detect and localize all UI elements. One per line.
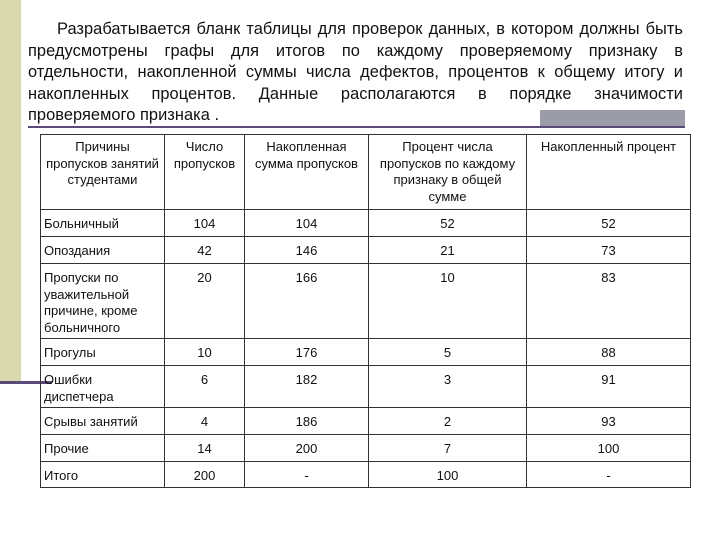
divider-rule [28, 126, 685, 128]
table-row [41, 237, 691, 264]
total-label-cell: Итого [41, 462, 165, 488]
cause-cell: Пропуски по уважительной причине, кроме больничного [41, 264, 165, 339]
total-count-cell: 200 [165, 462, 245, 488]
cumulative-sum-cell: 186 [245, 408, 369, 435]
total-cumulative-percent-cell: - [527, 462, 691, 488]
cumulative-sum-cell: 146 [245, 237, 369, 264]
count-cell: 10 [165, 339, 245, 366]
cumulative-sum-cell: 176 [245, 339, 369, 366]
cause-cell: Ошибки диспетчера [41, 366, 165, 408]
data-table [40, 134, 691, 488]
cumulative-percent-cell: 91 [527, 366, 691, 408]
table-row [41, 408, 691, 435]
count-cell: 104 [165, 210, 245, 237]
cumulative-percent-cell: 93 [527, 408, 691, 435]
table-row [41, 339, 691, 366]
percent-cell: 52 [369, 210, 527, 237]
count-cell: 20 [165, 264, 245, 339]
count-cell: 4 [165, 408, 245, 435]
header-percent: Процент числа пропусков по каждому признаку в общей сумме [369, 135, 527, 210]
percent-cell: 5 [369, 339, 527, 366]
cause-cell: Больничный [41, 210, 165, 237]
table-row [41, 435, 691, 462]
total-cumulative-sum-cell: - [245, 462, 369, 488]
cumulative-percent-cell: 100 [527, 435, 691, 462]
table-row [41, 264, 691, 339]
cumulative-percent-cell: 52 [527, 210, 691, 237]
header-cumulative-sum: Накопленная сумма пропусков [245, 135, 369, 210]
intro-paragraph: Разрабатывается бланк таблицы для проверок данных, в котором должны быть предусмотрены графы для итогов по каждому проверяемому признаку в отдельности, накопленной суммы числа дефектов, процентов к общему итогу и накопленных процентов. Данные располагаются в порядке значимости проверяемого признака . [28, 20, 683, 124]
percent-cell: 2 [369, 408, 527, 435]
cause-cell: Прогулы [41, 339, 165, 366]
cumulative-percent-cell: 73 [527, 237, 691, 264]
cause-cell: Срывы занятий [41, 408, 165, 435]
header-causes: Причины пропусков занятий студентами [41, 135, 165, 210]
cumulative-sum-cell: 104 [245, 210, 369, 237]
table-row [41, 366, 691, 408]
cumulative-sum-cell: 166 [245, 264, 369, 339]
table-row [41, 210, 691, 237]
header-count: Число пропусков [165, 135, 245, 210]
cumulative-sum-cell: 200 [245, 435, 369, 462]
percent-cell: 7 [369, 435, 527, 462]
header-cumulative-percent: Накопленный процент [527, 135, 691, 210]
percent-cell: 21 [369, 237, 527, 264]
left-decorative-stripe [0, 0, 21, 383]
count-cell: 42 [165, 237, 245, 264]
table-total-row [41, 462, 691, 488]
count-cell: 14 [165, 435, 245, 462]
cause-cell: Опоздания [41, 237, 165, 264]
total-percent-cell: 100 [369, 462, 527, 488]
percent-cell: 3 [369, 366, 527, 408]
table-header-row [41, 135, 691, 210]
percent-cell: 10 [369, 264, 527, 339]
count-cell: 6 [165, 366, 245, 408]
cumulative-percent-cell: 88 [527, 339, 691, 366]
cause-cell: Прочие [41, 435, 165, 462]
cumulative-percent-cell: 83 [527, 264, 691, 339]
cumulative-sum-cell: 182 [245, 366, 369, 408]
